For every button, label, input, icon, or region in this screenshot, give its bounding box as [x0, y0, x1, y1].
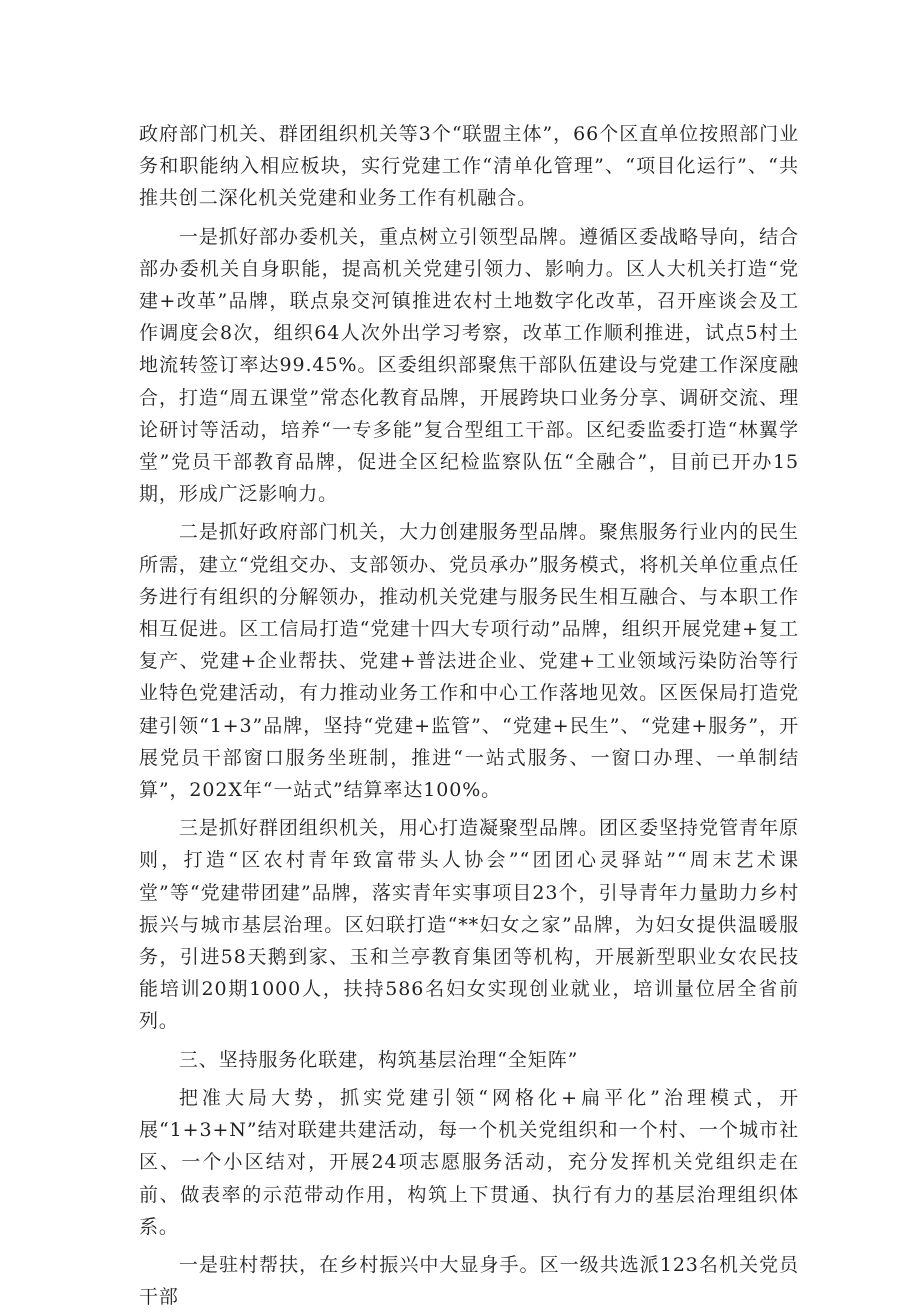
paragraph-village-assistance: 一是驻村帮扶，在乡村振兴中大显身手。区一级共选派123名机关党员干部 [139, 1253, 799, 1309]
paragraph-mass-organizations: 三是抓好群团组织机关，用心打造凝聚型品牌。团区委坚持党管青年原则，打造“区农村青年致富带头人协会”“团团心灵驿站”“周末艺术课堂”等“党建带团建”品牌，落实青年实事项目23个，引导青年力量助力乡村振兴与城市基层治理。区妇联打造“**妇女之家”品牌，为妇女提供温暖服务，引进58天鹅到家、玉和兰亭教育集团等机构，开展新型职业女农民技能培训20期1000人，扶持586名妇女实现创业就业，培训量位居全省前列。 [139, 817, 799, 1033]
document-body [139, 118, 799, 1313]
paragraph-continued-intro: 政府部门机关、群团组织机关等3个“联盟主体”，66个区直单位按照部门业务和职能纳入相应板块，实行党建工作“清单化管理”、“项目化运行”、“共推共创二深化机关党建和业务工作有机融合。 [139, 123, 799, 210]
paragraph-grid-governance: 把准大局大势，抓实党建引领“网格化+扁平化”治理模式，开展“1+3+N”结对联建共建活动，每一个机关党组织和一个村、一个城市社区、一个小区结对，开展24项志愿服务活动，充分发挥机关党组织走在前、做表率的示范带动作用，构筑上下贯通、执行有力的基层治理组织体系。 [139, 1086, 799, 1238]
paragraph-government-departments: 二是抓好政府部门机关，大力创建服务型品牌。聚焦服务行业内的民生所需，建立“党组交办、支部领办、党员承办”服务模式，将机关单位重点任务进行有组织的分解领办，推动机关党建与服务民生相互融合、与本职工作相互促进。区工信局打造“党建十四大专项行动”品牌，组织开展党建+复工复产、党建+企业帮扶、党建+普法进企业、党建+工业领域污染防治等行业特色党建活动，有力推动业务工作和中心工作落地见效。区医保局打造党建引领“1+3”品牌，坚持“党建+监管”、“党建+民生”、“党建+服务”，开展党员干部窗口服务坐班制，推进“一站式服务、一窗口办理、一单制结算”，202X年“一站式”结算率达100%。 [139, 521, 799, 802]
paragraph-party-committee-organs: 一是抓好部办委机关，重点树立引领型品牌。遵循区委战略导向，结合部办委机关自身职能，提高机关党建引领力、影响力。区人大机关打造“党建+改革”品牌，联点泉交河镇推进农村土地数字化改革，召开座谈会及工作调度会8次，组织64人次外出学习考察，改革工作顺利推进，试点5村土地流转签订率达99.45%。区委组织部聚焦干部队伍建设与党建工作深度融合，打造“周五课堂”常态化教育品牌，开展跨块口业务分享、调研交流、理论研讨等活动，培养“一专多能”复合型组工干部。区纪委监委打造“林翼学堂”党员干部教育品牌，促进全区纪检监察队伍“全融合”，目前已开办15期，形成广泛影响力。 [139, 225, 799, 506]
section-heading-grassroots-governance: 三、坚持服务化联建，构筑基层治理“全矩阵” [178, 1048, 579, 1071]
